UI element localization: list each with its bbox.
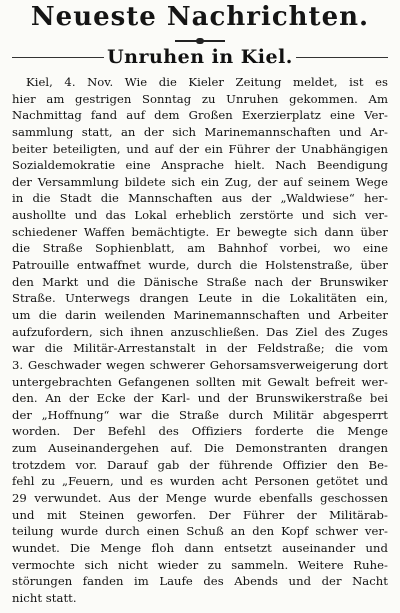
article-line: Patrouille entwaffnet wurde, durch die Holstenstraße, über bbox=[12, 258, 388, 273]
article-line: aushollte und das Lokal erheblich zerstörte und sich ver- bbox=[12, 208, 388, 223]
article-line: die Straße Sophienblatt, am Bahnhof vorbei, wo eine bbox=[12, 241, 388, 256]
article-line: nicht statt. bbox=[12, 590, 77, 605]
article-line: beiter beteiligten, und auf der ein Führer der Unabhängigen bbox=[12, 141, 388, 156]
article-line: 3. Geschwader wegen schwerer Gehorsamsverweigerung dort bbox=[12, 357, 388, 372]
article-line: und mit Steinen geworfen. Der Führer der Militärab- bbox=[12, 507, 388, 522]
article-line: sammlung statt, an der sich Marinemannschaften und Ar- bbox=[12, 124, 388, 139]
article-line: in die Stadt die Mannschaften aus der „Waldwiese“ her- bbox=[12, 191, 388, 206]
article-line: der Versammlung bildete sich ein Zug, der auf seinem Wege bbox=[12, 174, 388, 189]
article-line: den Markt und die Dänische Straße nach der Brunswiker bbox=[12, 274, 388, 289]
article-body bbox=[12, 74, 388, 607]
article-line: trotzdem vor. Darauf gab der führende Offizier den Be- bbox=[12, 457, 388, 472]
article-line: um die darin weilenden Marinemannschaften und Arbeiter bbox=[12, 307, 388, 322]
article-line: störungen fanden im Laufe des Abends und der Nacht bbox=[12, 574, 388, 589]
title-ornament bbox=[175, 38, 225, 44]
article-line: der „Hoffnung“ war die Straße durch Militär abgesperrt bbox=[12, 407, 388, 422]
article-line: worden. Der Befehl des Offiziers forderte die Menge bbox=[12, 424, 388, 439]
headline-rule-right bbox=[296, 57, 388, 58]
article-line: war die Militär-Arrestanstalt in der Feldstraße; die vom bbox=[12, 341, 388, 356]
article-line: vermochte sich nicht wieder zu sammeln. Weitere Ruhe- bbox=[12, 557, 388, 572]
article-line: schiedener Waffen bemächtigte. Er bewegte sich dann über bbox=[12, 224, 388, 239]
article-line: aufzufordern, sich ihnen anzuschließen. Das Ziel des Zuges bbox=[12, 324, 388, 339]
article-line: hier am gestrigen Sonntag zu Unruhen gekommen. Am bbox=[12, 91, 388, 106]
ornament-knot bbox=[196, 38, 204, 44]
article-line: wundet. Die Menge floh dann entsetzt auseinander und bbox=[12, 540, 388, 555]
article-line: den. An der Ecke der Karl- und der Brunswikerstraße bei bbox=[12, 391, 388, 406]
article-line: untergebrachten Gefangenen sollten mit Gewalt befreit wer- bbox=[12, 374, 388, 389]
article-line: Straße. Unterwegs drangen Leute in die Lokalitäten ein, bbox=[12, 291, 388, 306]
article-line: Sozialdemokratie eine Ansprache hielt. Nach Beendigung bbox=[12, 158, 388, 173]
article-headline: Unruhen in Kiel. bbox=[107, 46, 293, 68]
article-line: fehl zu „Feuern, und es wurden acht Personen getötet und bbox=[12, 474, 388, 489]
article-line: 29 verwundet. Aus der Menge wurde ebenfalls geschossen bbox=[12, 491, 388, 506]
article-line: Kiel, 4. Nov. Wie die Kieler Zeitung meldet, ist es bbox=[26, 75, 388, 89]
article-line: Nachmittag fand auf dem Großen Exerzierplatz eine Ver- bbox=[12, 108, 388, 123]
article-line: zum Auseinandergehen auf. Die Demonstranten drangen bbox=[12, 441, 388, 456]
section-title: Neueste Nachrichten. bbox=[30, 2, 370, 32]
article-line: teilung wurde durch einen Schuß an den Kopf schwer ver- bbox=[12, 524, 388, 539]
